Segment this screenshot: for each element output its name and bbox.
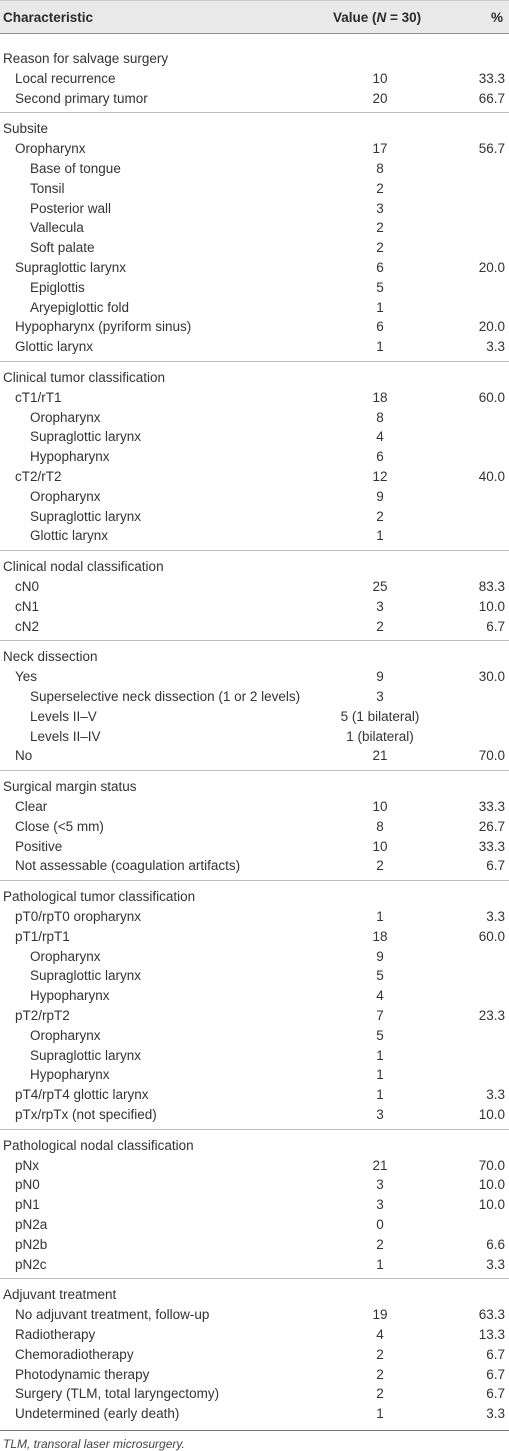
row-value: 2 xyxy=(376,1346,384,1362)
group-heading: Pathological tumor classification xyxy=(3,889,196,905)
row-label: Glottic larynx xyxy=(30,528,109,544)
row-value: 3 xyxy=(376,1177,384,1193)
row-label: Supraglottic larynx xyxy=(30,508,142,524)
row-label: cT2/rT2 xyxy=(15,469,62,484)
row-value: 7 xyxy=(376,1008,384,1023)
header-percent: % xyxy=(490,10,503,25)
row-label: Photodynamic therapy xyxy=(15,1366,150,1382)
table-row xyxy=(0,1404,509,1424)
row-value: 1 xyxy=(376,909,384,924)
table-row xyxy=(0,1345,509,1365)
row-label: pT4/rpT4 glottic larynx xyxy=(15,1087,149,1103)
row-percent: 10.0 xyxy=(478,1197,505,1213)
row-label: pTx/rpTx (not specified) xyxy=(15,1107,157,1122)
row-label: pN2b xyxy=(15,1236,48,1252)
group-heading-row xyxy=(0,647,509,667)
row-value: 4 xyxy=(376,1327,384,1342)
row-percent: 33.3 xyxy=(478,799,505,814)
row-label: Hypopharynx xyxy=(30,988,110,1004)
table-row xyxy=(0,966,509,986)
row-value: 3 xyxy=(376,1107,384,1122)
table-row xyxy=(0,837,509,857)
row-value: 9 xyxy=(376,948,384,964)
row-label: No xyxy=(15,748,33,764)
row-value: 5 (1 bilateral) xyxy=(340,708,420,724)
table-row xyxy=(0,817,509,837)
row-percent: 6.7 xyxy=(486,1386,505,1402)
row-value: 2 xyxy=(376,1366,384,1382)
row-label: pN1 xyxy=(15,1197,40,1213)
row-value: 3 xyxy=(376,689,384,704)
row-value: 8 xyxy=(376,161,384,176)
row-label: Surgery (TLM, total laryngectomy) xyxy=(15,1386,220,1402)
table-row xyxy=(0,218,509,238)
row-value: 1 xyxy=(376,1256,384,1272)
table-row xyxy=(0,337,509,357)
footnote-divider xyxy=(0,1430,509,1431)
row-label: Chemoradiotherapy xyxy=(15,1346,134,1362)
group-divider xyxy=(0,1129,509,1130)
table-row xyxy=(0,667,509,687)
table-row xyxy=(0,1156,509,1176)
group-heading: Subsite xyxy=(3,121,49,137)
row-label: cN0 xyxy=(15,579,40,594)
table-row xyxy=(0,238,509,258)
row-label: Levels II–IV xyxy=(30,728,101,744)
row-value: 3 xyxy=(376,200,384,216)
row-value: 3 xyxy=(376,1197,384,1213)
row-value: 8 xyxy=(376,409,384,425)
table-row xyxy=(0,577,509,597)
table-row xyxy=(0,597,509,617)
table-row xyxy=(0,447,509,467)
table-row xyxy=(0,927,509,947)
row-percent: 6.7 xyxy=(486,1366,505,1382)
row-value: 6 xyxy=(376,449,384,465)
table-row xyxy=(0,947,509,967)
row-value: 9 xyxy=(376,669,384,685)
row-value: 8 xyxy=(376,818,384,834)
row-value: 3 xyxy=(376,598,384,614)
table-row xyxy=(0,507,509,527)
group-divider xyxy=(0,1278,509,1279)
row-label: Hypopharynx xyxy=(30,449,110,465)
table-row xyxy=(0,1065,509,1085)
row-value: 10 xyxy=(372,838,388,854)
table-row xyxy=(0,986,509,1006)
group-divider xyxy=(0,770,509,771)
row-value: 0 xyxy=(376,1217,384,1232)
row-value: 5 xyxy=(376,968,384,984)
row-value: 25 xyxy=(372,579,388,594)
group-heading: Neck dissection xyxy=(3,649,98,665)
row-label: Tonsil xyxy=(30,180,65,196)
row-value: 6 xyxy=(376,260,384,275)
group-heading: Clinical tumor classification xyxy=(3,370,166,385)
row-label: Superselective neck dissection (1 or 2 levels) xyxy=(30,689,301,704)
row-label: cT1/rT1 xyxy=(15,389,62,405)
row-percent: 3.3 xyxy=(486,1256,505,1272)
table-row xyxy=(0,1046,509,1066)
group-heading-row xyxy=(0,368,509,388)
row-label: Close (<5 mm) xyxy=(15,818,104,834)
row-label: Base of tongue xyxy=(30,161,121,176)
row-value: 2 xyxy=(376,220,384,236)
row-value: 5 xyxy=(376,279,384,295)
row-percent: 6.7 xyxy=(486,1346,505,1362)
row-label: Undetermined (early death) xyxy=(15,1406,180,1422)
table-row xyxy=(0,388,509,408)
row-label: Yes xyxy=(15,669,38,685)
row-percent: 3.3 xyxy=(486,1406,505,1422)
row-label: pT0/rpT0 oropharynx xyxy=(15,909,142,924)
row-percent: 3.3 xyxy=(486,909,505,924)
group-divider xyxy=(0,880,509,881)
row-value: 2 xyxy=(376,1386,384,1402)
row-label: pNx xyxy=(15,1157,40,1173)
table-row xyxy=(0,69,509,89)
row-value: 5 xyxy=(376,1027,384,1043)
table-row xyxy=(0,1384,509,1404)
row-label: Positive xyxy=(15,838,63,854)
row-value: 2 xyxy=(376,180,384,196)
row-label: cN2 xyxy=(15,618,40,634)
group-heading-row xyxy=(0,1285,509,1305)
table-row xyxy=(0,199,509,219)
table-row xyxy=(0,1255,509,1275)
row-percent: 60.0 xyxy=(478,389,505,405)
group-heading-row xyxy=(0,557,509,577)
table-row xyxy=(0,1235,509,1255)
header-value-prefix: Value ( xyxy=(333,10,377,25)
row-label: Local recurrence xyxy=(15,70,116,86)
row-label: Oropharynx xyxy=(30,1027,101,1043)
row-label: pN0 xyxy=(15,1177,40,1193)
group-heading: Clinical nodal classification xyxy=(3,559,164,575)
row-percent: 70.0 xyxy=(478,748,505,764)
row-label: Hypopharynx xyxy=(30,1067,110,1083)
row-label: Second primary tumor xyxy=(15,90,148,106)
row-value: 21 xyxy=(372,748,388,764)
row-label: Epiglottis xyxy=(30,279,85,295)
row-label: No adjuvant treatment, follow-up xyxy=(15,1307,210,1323)
row-label: Glottic larynx xyxy=(15,339,94,355)
row-percent: 63.3 xyxy=(478,1307,505,1323)
row-label: Aryepiglottic fold xyxy=(30,299,130,315)
table-row xyxy=(0,467,509,487)
row-label: Not assessable (coagulation artifacts) xyxy=(15,858,241,874)
table-row xyxy=(0,617,509,637)
row-value: 12 xyxy=(372,469,388,484)
header-characteristic: Characteristic xyxy=(3,10,94,25)
row-label: Clear xyxy=(15,799,48,814)
row-percent: 70.0 xyxy=(478,1157,505,1173)
row-label: Oropharynx xyxy=(30,948,101,964)
row-value: 4 xyxy=(376,988,384,1004)
row-label: Radiotherapy xyxy=(15,1327,96,1342)
row-percent: 33.3 xyxy=(478,70,505,86)
row-value: 1 xyxy=(376,299,384,315)
row-label: Vallecula xyxy=(30,220,84,236)
table-row xyxy=(0,797,509,817)
table-row xyxy=(0,139,509,159)
row-value: 19 xyxy=(372,1307,388,1323)
row-value: 10 xyxy=(372,70,388,86)
group-divider xyxy=(0,112,509,113)
row-value: 1 xyxy=(376,339,384,355)
table-row xyxy=(0,1026,509,1046)
group-heading-row xyxy=(0,119,509,139)
row-value: 1 xyxy=(376,528,384,544)
row-label: pT2/rpT2 xyxy=(15,1008,70,1023)
row-value: 21 xyxy=(372,1157,388,1173)
group-heading: Pathological nodal classification xyxy=(3,1137,194,1153)
row-value: 1 xyxy=(376,1067,384,1083)
header-value xyxy=(333,10,421,25)
row-label: pN2a xyxy=(15,1217,48,1232)
table-header xyxy=(0,0,509,34)
table-row xyxy=(0,89,509,109)
row-percent: 3.3 xyxy=(486,339,505,355)
row-percent: 6.7 xyxy=(486,618,505,634)
row-label: Oropharynx xyxy=(30,409,101,425)
row-value: 2 xyxy=(376,240,384,256)
table-row xyxy=(0,278,509,298)
table-row xyxy=(0,687,509,707)
row-label: Oropharynx xyxy=(15,141,86,157)
row-percent: 6.7 xyxy=(486,858,505,874)
row-value: 2 xyxy=(376,1236,384,1252)
row-value: 2 xyxy=(376,508,384,524)
table-row xyxy=(0,727,509,747)
group-heading: Surgical margin status xyxy=(3,779,137,795)
row-label: Supraglottic larynx xyxy=(30,968,142,984)
table-row xyxy=(0,1105,509,1125)
table-row xyxy=(0,707,509,727)
table-footnote: TLM, transoral laser microsurgery. xyxy=(3,1437,185,1451)
row-value: 2 xyxy=(376,858,384,874)
row-label: Hypopharynx (pyriform sinus) xyxy=(15,319,192,335)
table-row xyxy=(0,317,509,337)
table-row xyxy=(0,1085,509,1105)
row-value: 1 xyxy=(376,1087,384,1103)
table-row xyxy=(0,856,509,876)
row-percent: 33.3 xyxy=(478,838,505,854)
row-value: 20 xyxy=(372,90,388,106)
table-row xyxy=(0,427,509,447)
table-row xyxy=(0,159,509,179)
row-label: Supraglottic larynx xyxy=(15,260,127,275)
row-percent: 56.7 xyxy=(478,141,505,157)
row-percent: 66.7 xyxy=(478,90,505,106)
row-percent: 10.0 xyxy=(478,1177,505,1193)
table-row xyxy=(0,1325,509,1345)
row-percent: 30.0 xyxy=(478,669,505,685)
group-heading-row xyxy=(0,777,509,797)
table-row xyxy=(0,487,509,507)
row-label: pN2c xyxy=(15,1256,47,1272)
table-row xyxy=(0,1365,509,1385)
header-value-n: N xyxy=(376,10,387,25)
group-heading: Adjuvant treatment xyxy=(3,1287,117,1303)
row-label: Supraglottic larynx xyxy=(30,1047,142,1063)
row-value: 1 xyxy=(376,1047,384,1063)
row-value: 10 xyxy=(372,799,388,814)
group-heading-row xyxy=(0,49,509,69)
group-heading: Reason for salvage surgery xyxy=(3,51,169,66)
row-percent: 10.0 xyxy=(478,598,505,614)
row-percent: 20.0 xyxy=(478,319,505,335)
group-heading-row xyxy=(0,1136,509,1156)
row-percent: 60.0 xyxy=(478,928,505,944)
row-percent: 26.7 xyxy=(478,818,505,834)
table-row xyxy=(0,1305,509,1325)
row-value: 2 xyxy=(376,618,384,634)
row-percent: 13.3 xyxy=(478,1327,505,1342)
row-label: Supraglottic larynx xyxy=(30,429,142,445)
table-row xyxy=(0,526,509,546)
table-row xyxy=(0,1175,509,1195)
row-percent: 40.0 xyxy=(478,469,505,484)
row-percent: 6.6 xyxy=(486,1236,505,1252)
table-row xyxy=(0,1215,509,1235)
row-value: 1 (bilateral) xyxy=(346,728,414,744)
row-percent: 3.3 xyxy=(486,1087,505,1103)
header-value-suffix: = 30) xyxy=(386,10,422,25)
row-label: cN1 xyxy=(15,598,40,614)
row-label: Levels II–V xyxy=(30,708,97,724)
row-value: 4 xyxy=(376,429,384,445)
row-value: 18 xyxy=(372,928,388,944)
table-row xyxy=(0,746,509,766)
group-divider xyxy=(0,550,509,551)
table-row xyxy=(0,408,509,428)
group-divider xyxy=(0,640,509,641)
row-percent: 20.0 xyxy=(478,260,505,275)
group-divider xyxy=(0,361,509,362)
table-row xyxy=(0,1006,509,1026)
row-percent: 23.3 xyxy=(478,1008,505,1023)
table-row xyxy=(0,179,509,199)
row-percent: 10.0 xyxy=(478,1107,505,1122)
row-label: Soft palate xyxy=(30,240,95,256)
row-value: 9 xyxy=(376,488,384,504)
row-value: 18 xyxy=(372,389,388,405)
row-label: Oropharynx xyxy=(30,488,101,504)
table-row xyxy=(0,907,509,927)
row-label: Posterior wall xyxy=(30,200,112,216)
row-value: 17 xyxy=(372,141,388,157)
row-percent: 83.3 xyxy=(478,579,505,594)
group-heading-row xyxy=(0,887,509,907)
row-label: pT1/rpT1 xyxy=(15,928,70,944)
table-row xyxy=(0,1195,509,1215)
row-value: 6 xyxy=(376,319,384,335)
table-row xyxy=(0,298,509,318)
table-row xyxy=(0,258,509,278)
row-value: 1 xyxy=(376,1406,384,1422)
